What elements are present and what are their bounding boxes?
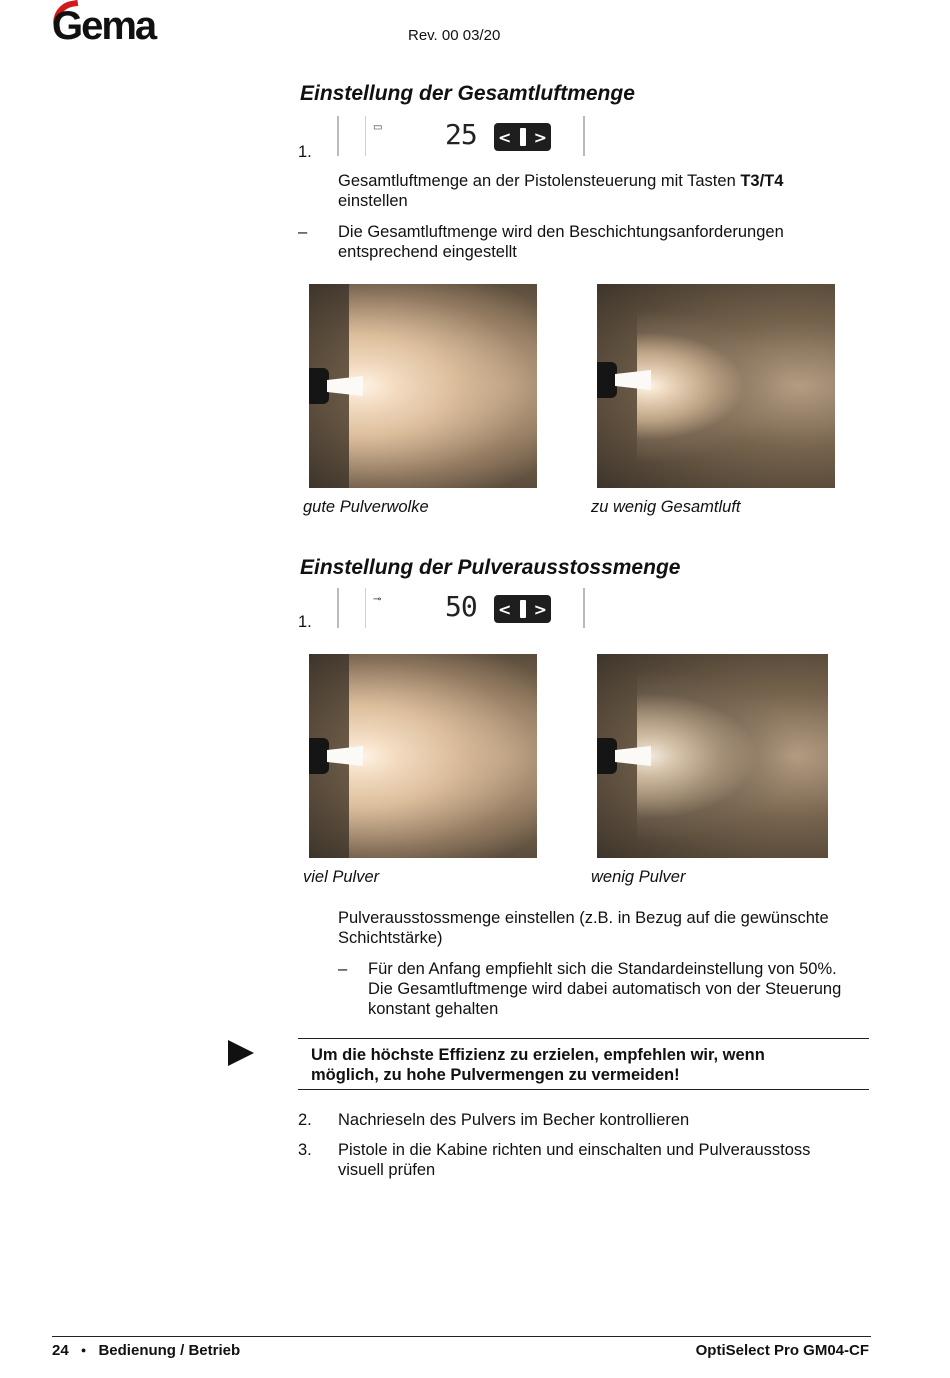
bullet-dash: – — [298, 223, 308, 241]
efficiency-note: Um die höchste Effizienz zu erzielen, empfehlen wir, wenn möglich, zu hohe Pulvermengen zu vermeiden! — [311, 1046, 765, 1084]
photo-little-powder — [597, 654, 828, 858]
page-number: 24 — [52, 1342, 69, 1359]
step-number: 1. — [298, 143, 312, 161]
product-name: OptiSelect Pro GM04-CF — [695, 1342, 869, 1359]
photo-good-powder-cloud — [309, 284, 537, 488]
arrow-keys-icon: < > — [494, 123, 551, 151]
step-number: 3. — [298, 1141, 312, 1159]
photo-caption: wenig Pulver — [591, 868, 686, 886]
footer-rule — [52, 1336, 871, 1337]
footer-left — [52, 1342, 240, 1359]
air-symbol-icon: ▭ — [373, 122, 383, 133]
bullet-dash: – — [338, 960, 348, 978]
arrow-keys-icon: < > — [494, 595, 551, 623]
photo-too-little-air — [597, 284, 835, 488]
bullet-icon: ● — [80, 1345, 87, 1355]
step-text: Pistole in die Kabine richten und einschalten und Pulverausstoss visuell prüfen — [338, 1141, 811, 1179]
display-value: 25 — [445, 118, 477, 151]
step-number: 1. — [298, 613, 312, 631]
step-text: Nachrieseln des Pulvers im Becher kontrollieren — [338, 1111, 690, 1129]
section-title-powder-output: Einstellung der Pulverausstossmenge — [300, 556, 681, 579]
section-title-total-air: Einstellung der Gesamtluftmenge — [300, 82, 635, 105]
note-top-rule — [298, 1038, 869, 1039]
photo-much-powder — [309, 654, 537, 858]
instruction-text: Pulverausstossmenge einstellen (z.B. in Bezug auf die gewünschte Schichtstärke) — [338, 909, 829, 947]
photo-caption: gute Pulverwolke — [303, 498, 429, 516]
bullet-text: Für den Anfang empfiehlt sich die Standardeinstellung von 50%. Die Gesamtluftmenge wird dabei automatisch von der Steuerung konstant gehalten — [368, 960, 842, 1018]
instruction-text: Gesamtluftmenge an der Pistolensteuerung mit Tasten T3/T4 einstellen — [338, 172, 784, 210]
revision-label: Rev. 00 03/20 — [408, 27, 501, 44]
bullet-text: Die Gesamtluftmenge wird den Beschichtungsanforderungen entsprechend eingestellt — [338, 223, 784, 261]
photo-caption: viel Pulver — [303, 868, 380, 886]
powder-symbol-icon: ⊸ — [373, 594, 382, 605]
display-value: 50 — [445, 590, 477, 623]
section-name: Bedienung / Betrieb — [98, 1342, 241, 1359]
note-arrow-icon — [228, 1040, 254, 1066]
control-display-air — [337, 116, 585, 156]
brand-logo: Gema — [52, 4, 156, 48]
photo-caption: zu wenig Gesamtluft — [591, 498, 741, 516]
key-reference: T3/T4 — [740, 172, 784, 190]
control-display-powder — [337, 588, 585, 628]
step-number: 2. — [298, 1111, 312, 1129]
note-bottom-rule — [298, 1089, 869, 1090]
